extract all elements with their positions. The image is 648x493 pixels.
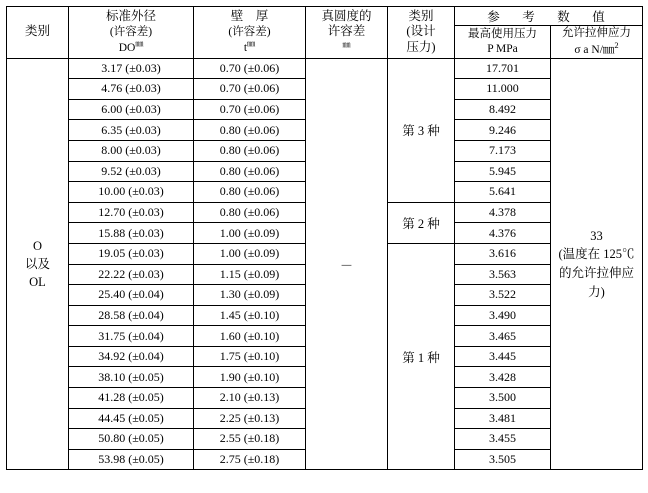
cell-outer-diameter: 22.22 (±0.03) — [69, 264, 194, 285]
cell-outer-diameter: 50.80 (±0.05) — [69, 429, 194, 450]
cell-max-working-pressure: 7.173 — [455, 140, 551, 161]
header-wall-symbol: t — [243, 42, 248, 55]
cell-outer-diameter: 34.92 (±0.04) — [69, 346, 194, 367]
table-body — [7, 58, 643, 470]
cell-wall-thickness: 1.30 (±0.09) — [194, 285, 306, 306]
category-line-2: 以及 — [24, 256, 50, 271]
cell-outer-diameter: 53.98 (±0.05) — [69, 449, 194, 470]
cell-wall-thickness: 1.45 (±0.10) — [194, 305, 306, 326]
stress-note-2: 的允许拉伸应 — [559, 266, 635, 281]
cell-wall-thickness: 2.75 (±0.18) — [194, 449, 306, 470]
stress-note-3: 力) — [588, 284, 605, 299]
cell-wall-thickness: 0.70 (±0.06) — [194, 58, 306, 79]
header-category: 类别 — [7, 7, 69, 59]
cell-wall-thickness: 0.80 (±0.06) — [194, 140, 306, 161]
cell-class-group: 第 2 种 — [388, 202, 455, 243]
cell-wall-thickness: 0.80 (±0.06) — [194, 202, 306, 223]
cell-class-group: 第 1 种 — [388, 243, 455, 470]
cell-wall-thickness: 2.25 (±0.13) — [194, 408, 306, 429]
cell-outer-diameter: 41.28 (±0.05) — [69, 388, 194, 409]
cell-wall-thickness: 1.90 (±0.10) — [194, 367, 306, 388]
stress-value: 33 — [590, 228, 603, 243]
cell-outer-diameter: 38.10 (±0.05) — [69, 367, 194, 388]
cell-max-working-pressure: 3.490 — [455, 305, 551, 326]
cell-wall-thickness: 1.00 (±0.09) — [194, 243, 306, 264]
header-roundness-unit: ㎜ — [342, 39, 351, 49]
cell-outer-diameter: 9.52 (±0.03) — [69, 161, 194, 182]
cell-wall-thickness: 0.80 (±0.06) — [194, 182, 306, 203]
cell-outer-diameter: 25.40 (±0.04) — [69, 285, 194, 306]
cell-wall-thickness: 2.10 (±0.13) — [194, 388, 306, 409]
cell-outer-diameter: 15.88 (±0.03) — [69, 223, 194, 244]
cell-max-working-pressure: 5.945 — [455, 161, 551, 182]
cell-outer-diameter: 8.00 (±0.03) — [69, 140, 194, 161]
cell-outer-diameter: 12.70 (±0.03) — [69, 202, 194, 223]
cell-outer-diameter: 19.05 (±0.03) — [69, 243, 194, 264]
cell-roundness-tolerance: － — [306, 58, 388, 470]
cell-max-working-pressure: 4.378 — [455, 202, 551, 223]
cell-max-working-pressure: 3.522 — [455, 285, 551, 306]
cell-wall-thickness: 1.00 (±0.09) — [194, 223, 306, 244]
cell-wall-thickness: 2.55 (±0.18) — [194, 429, 306, 450]
cell-max-working-pressure: 3.505 — [455, 449, 551, 470]
pipe-specification-table — [6, 6, 643, 470]
cell-max-working-pressure: 3.500 — [455, 388, 551, 409]
cell-wall-thickness: 1.15 (±0.09) — [194, 264, 306, 285]
cell-max-working-pressure: 5.641 — [455, 182, 551, 203]
header-od-symbol: DO — [118, 42, 136, 55]
cell-max-working-pressure: 3.563 — [455, 264, 551, 285]
cell-wall-thickness: 0.80 (±0.06) — [194, 161, 306, 182]
cell-max-working-pressure: 3.481 — [455, 408, 551, 429]
cell-outer-diameter: 28.58 (±0.04) — [69, 305, 194, 326]
cell-allowable-tensile-stress — [551, 58, 643, 470]
table-header-row-1 — [7, 7, 643, 26]
cell-max-working-pressure: 3.465 — [455, 326, 551, 347]
category-line-3: OL — [29, 275, 46, 290]
cell-outer-diameter: 6.00 (±0.03) — [69, 99, 194, 120]
document-page — [0, 6, 648, 493]
cell-outer-diameter: 10.00 (±0.03) — [69, 182, 194, 203]
cell-wall-thickness: 1.75 (±0.10) — [194, 346, 306, 367]
cell-max-working-pressure: 17.701 — [455, 58, 551, 79]
cell-class-group: 第 3 种 — [388, 58, 455, 202]
cell-max-working-pressure: 3.455 — [455, 429, 551, 450]
cell-wall-thickness: 0.80 (±0.06) — [194, 120, 306, 141]
header-wall-thickness: 壁 厚 (许容差) t㎜ — [194, 7, 306, 59]
cell-outer-diameter: 6.35 (±0.03) — [69, 120, 194, 141]
cell-wall-thickness: 0.70 (±0.06) — [194, 79, 306, 100]
cell-max-working-pressure: 4.376 — [455, 223, 551, 244]
cell-outer-diameter: 4.76 (±0.03) — [69, 79, 194, 100]
header-roundness-tolerance: 真圆度的 许容差 ㎜ — [306, 7, 388, 59]
cell-max-working-pressure: 3.445 — [455, 346, 551, 367]
cell-max-working-pressure: 3.616 — [455, 243, 551, 264]
cell-outer-diameter: 44.45 (±0.05) — [69, 408, 194, 429]
table-row — [7, 58, 643, 79]
cell-max-working-pressure: 9.246 — [455, 120, 551, 141]
cell-wall-thickness: 0.70 (±0.06) — [194, 99, 306, 120]
header-reference-values: 参 考 数 值 — [455, 7, 643, 26]
cell-max-working-pressure: 11.000 — [455, 79, 551, 100]
header-od-unit: ㎜ — [135, 39, 144, 49]
header-outer-diameter: 标准外径 (许容差) DO㎜ — [69, 7, 194, 59]
cell-max-working-pressure: 8.492 — [455, 99, 551, 120]
cell-outer-diameter: 31.75 (±0.04) — [69, 326, 194, 347]
cell-category — [7, 58, 69, 470]
cell-outer-diameter: 3.17 (±0.03) — [69, 58, 194, 79]
stress-note-1: (温度在 125℃ — [558, 247, 635, 262]
header-allowable-tensile-stress: 允许拉伸应力 σ a N/㎜$^2$ — [551, 26, 643, 59]
cell-wall-thickness: 1.60 (±0.10) — [194, 326, 306, 347]
header-wall-unit: ㎜ — [247, 39, 256, 49]
cell-max-working-pressure: 3.428 — [455, 367, 551, 388]
header-class-design-pressure: 类别 (设计 压力) — [388, 7, 455, 59]
header-max-working-pressure: 最高使用压力 P MPa — [455, 26, 551, 59]
category-line-1: O — [32, 238, 43, 253]
